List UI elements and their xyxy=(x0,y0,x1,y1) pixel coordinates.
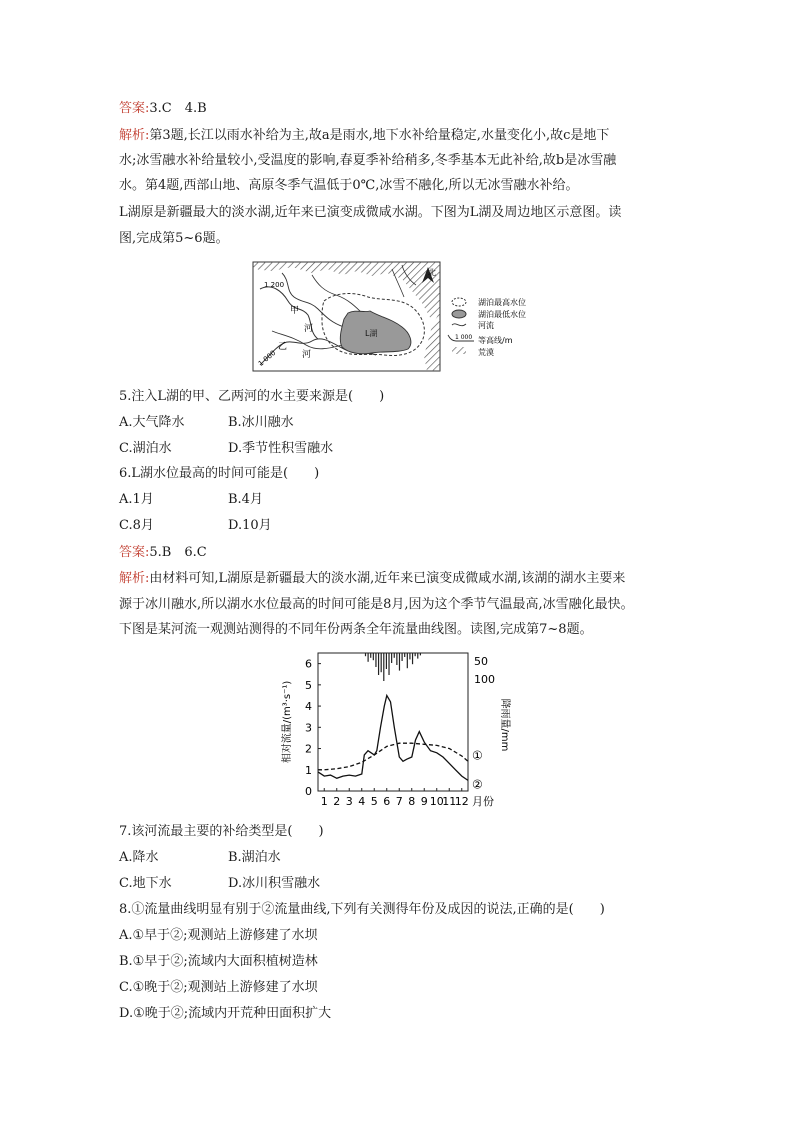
x-tick-label: 7 xyxy=(395,795,403,808)
lake-map-figure xyxy=(252,261,544,373)
y-tick-label: 6 xyxy=(305,657,312,671)
analysis-line-2: 水;冰雪融水补给量较小,受温度的影响,春夏季补给稍多,冬季基本无此补给,故b是冰雪融 xyxy=(119,153,617,168)
analysis-line-3: 水。第4题,西部山地、高原冬季气温低于0℃,冰雪不融化,所以无冰雪融水补给。 xyxy=(119,178,579,193)
x-tick-label: 5 xyxy=(370,795,378,808)
q6-option-b: B.4月 xyxy=(228,492,263,507)
river-he1-label: 河 xyxy=(304,324,314,334)
intro-line-1: L湖原是新疆最大的淡水湖,近年来已演变成微咸水湖。下图为L湖及周边地区示意图。读 xyxy=(119,205,622,220)
x-tick-label: 9 xyxy=(420,795,428,808)
answer-label: 答案: xyxy=(119,545,150,560)
x-tick-label: 10 xyxy=(429,795,444,808)
river-he2-label: 河 xyxy=(302,350,312,360)
y-tick-label: 2 xyxy=(305,742,312,756)
y-axis-label: 相对流量/(m³·s⁻¹) xyxy=(282,680,293,764)
analysis-label: 解析: xyxy=(119,571,150,586)
x-tick-label: 8 xyxy=(408,795,416,808)
x-tick-label: 6 xyxy=(383,795,391,808)
y-tick-label: 0 xyxy=(305,785,312,798)
answer-value: 5.B 6.C xyxy=(149,545,207,560)
series-1-dashed-line xyxy=(318,743,468,770)
q6-option-c: C.8月 xyxy=(119,518,154,533)
x-tick-label: 11 xyxy=(442,795,457,808)
north-label: 北 xyxy=(428,268,436,277)
x-tick-label: 4 xyxy=(358,795,366,808)
q8-option-b: B.①早于②;流域内大面积植树造林 xyxy=(119,954,318,969)
y2-tick-label: 100 xyxy=(474,673,495,686)
x-tick-label: 1 xyxy=(320,795,328,808)
legend-desert-label: 荒漠 xyxy=(478,348,494,357)
x-tick-label: 2 xyxy=(333,795,341,808)
river-jia-label: 甲 xyxy=(290,306,300,316)
q5-option-c: C.湖泊水 xyxy=(119,441,172,456)
y-tick-label: 4 xyxy=(305,700,312,714)
contour-1000-label: 1 000 xyxy=(256,348,278,368)
legend-lowest-label: 湖泊最低水位 xyxy=(478,310,526,319)
river-yi-label: 乙 xyxy=(278,342,288,352)
flow-chart xyxy=(278,645,528,815)
legend-highest-swatch xyxy=(452,298,466,306)
legend-lowest-swatch xyxy=(452,310,466,318)
q8-option-c: C.①晚于②;观测站上游修建了水坝 xyxy=(119,980,318,995)
q7-option-a: A.降水 xyxy=(119,850,159,865)
analysis-label: 解析: xyxy=(119,128,150,143)
legend-highest-label: 湖泊最高水位 xyxy=(478,298,526,307)
contour-1200-label: 1 200 xyxy=(264,281,285,289)
analysis-line-1 xyxy=(119,127,609,145)
q5-option-b: B.冰川融水 xyxy=(228,415,294,430)
x-axis-label: 月份 xyxy=(472,795,494,808)
legend-contour-label: 等高线/m xyxy=(478,336,513,345)
q7-option-c: C.地下水 xyxy=(119,876,172,891)
answer-label: 答案: xyxy=(119,101,150,116)
q5-option-a: A.大气降水 xyxy=(119,415,185,430)
analysis2-line-2: 源于冰川融水,所以湖水水位最高的时间可能是8月,因为这个季节气温最高,冰雪融化最快。 xyxy=(119,597,634,612)
y-tick-label: 5 xyxy=(305,678,312,692)
answer-line-5-6 xyxy=(119,544,207,562)
legend-river-swatch xyxy=(452,324,466,326)
q7-stem: 7.该河流最主要的补给类型是( ) xyxy=(119,824,324,839)
y-tick-label: 1 xyxy=(305,763,312,777)
analysis2-line-1 xyxy=(119,570,625,588)
q5-stem: 5.注入L湖的甲、乙两河的水主要来源是( ) xyxy=(119,389,385,404)
q6-option-a: A.1月 xyxy=(119,492,154,507)
legend-river-label: 河流 xyxy=(478,321,494,330)
intro-line-2: 图,完成第5~6题。 xyxy=(119,231,229,246)
answer-line-3-4 xyxy=(119,100,207,118)
y2-tick-label: 50 xyxy=(474,655,488,668)
y2-axis-label: 降雨量/mm xyxy=(499,698,510,752)
y-tick-label: 3 xyxy=(305,721,312,735)
series-label: ② xyxy=(472,777,483,792)
map-legend xyxy=(448,297,526,357)
q5-option-d: D.季节性积雪融水 xyxy=(228,441,334,456)
x-tick-label: 3 xyxy=(345,795,353,808)
answer-value: 3.C 4.B xyxy=(149,101,207,116)
series-label: ① xyxy=(472,748,483,763)
lake-label: L湖 xyxy=(365,329,378,338)
q6-stem: 6.L湖水位最高的时间可能是( ) xyxy=(119,466,320,481)
legend-contour-value: 1 000 xyxy=(455,334,473,341)
q6-option-d: D.10月 xyxy=(228,518,272,533)
analysis-text: 由材料可知,L湖原是新疆最大的淡水湖,近年来已演变成微咸水湖,该湖的湖水主要来 xyxy=(149,571,626,586)
analysis-text: 第3题,长江以雨水补给为主,故a是雨水,地下水补给量稳定,水量变化小,故c是地下 xyxy=(149,128,610,143)
q8-option-d: D.①晚于②;流域内开荒种田面积扩大 xyxy=(119,1006,332,1021)
analysis2-line-3: 下图是某河流一观测站测得的不同年份两条全年流量曲线图。读图,完成第7~8题。 xyxy=(119,622,593,637)
q8-stem: 8.①流量曲线明显有别于②流量曲线,下列有关测得年份及成因的说法,正确的是( ) xyxy=(119,902,605,917)
legend-desert-swatch xyxy=(452,347,466,354)
q8-option-a: A.①早于②;观测站上游修建了水坝 xyxy=(119,928,318,943)
q7-option-b: B.湖泊水 xyxy=(228,850,281,865)
x-tick-label: 12 xyxy=(454,795,469,808)
q7-option-d: D.冰川积雪融水 xyxy=(228,876,321,891)
